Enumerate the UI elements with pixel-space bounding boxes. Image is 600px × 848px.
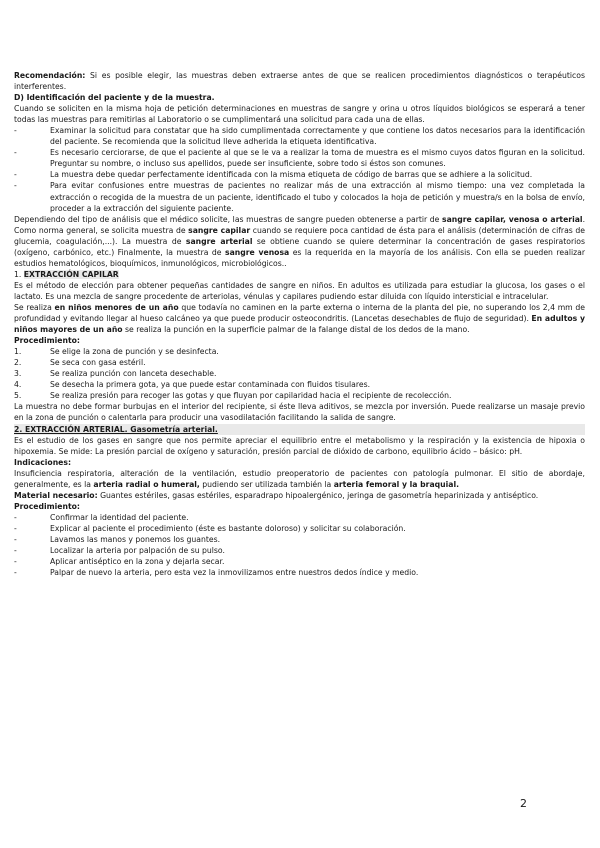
- step-number: 3.: [14, 369, 22, 379]
- section-title: EXTRACCIÓN CAPILAR: [23, 269, 119, 279]
- list-item: [14, 534, 585, 545]
- recommendation-paragraph: [14, 70, 585, 92]
- list-dash: -: [14, 181, 17, 191]
- step-text: Lavamos las manos y ponemos los guantes.: [50, 534, 221, 544]
- page-content: [14, 70, 585, 578]
- text-run: Se realiza: [14, 302, 55, 312]
- step-text: Se seca con gasa estéril.: [50, 358, 146, 368]
- step-number: 5.: [14, 391, 22, 401]
- step-text: Palpar de nuevo la arteria, pero esta vez la inmovilizamos entre nuestros dedos índice y medio.: [50, 568, 419, 578]
- list-item: [14, 512, 585, 523]
- list-item: [14, 545, 585, 556]
- list-dash: -: [14, 523, 17, 533]
- bold-run: sangre capilar, venosa o arterial: [442, 214, 583, 224]
- list-dash: -: [14, 546, 17, 556]
- list-item: [14, 357, 585, 368]
- indications-label: Indicaciones:: [14, 457, 72, 467]
- step-text: Se realiza presión para recoger las gotas y que fluyan por capilaridad hacia el recipiente de recolección.: [50, 391, 452, 401]
- indications-paragraph: [14, 468, 585, 490]
- bold-run: sangre capilar: [188, 225, 251, 235]
- materials-paragraph: [14, 490, 585, 501]
- text-run: que todavía no caminen en la parte externa o interna de la planta del pie, no superando los 2,4 mm de profundidad y evitando llegar al hueso calcáneo ya que puede producir osteocondritis. (Lancetas desechables de flujo de seguridad).: [14, 302, 586, 324]
- text-run: se obtiene cuando se quiere determinar la concentración de gases respiratorios (oxígeno, carbónico, etc.) Finalmente, la muestra de: [14, 236, 585, 257]
- arterial-heading: 2. EXTRACCIÓN ARTERIAL. Gasometría arterial.: [14, 424, 585, 435]
- list-dash: -: [14, 126, 17, 136]
- list-item: [14, 379, 585, 390]
- text-run: es la requerida en la mayoría de los análisis. Con ella se pueden realizar estudios hematológicos, bioquímicos, inmunológicos, microbiológicos..: [14, 247, 585, 268]
- arterial-intro: Es el estudio de los gases en sangre que nos permite apreciar el equilibrio entre el metabolismo y la respiración y la existencia de hipoxia o hipoxemia. Se mide: La presión parcial de oxígeno y saturación, presión parcial de dióxido de carbono, equilibrio ácido – básico: pH.: [14, 435, 585, 456]
- materials-label: Material necesario:: [14, 490, 98, 500]
- text-run: Guantes estériles, gasas estériles, esparadrapo hipoalergénico, jeringa de gasometría heparinizada y antiséptico.: [97, 490, 539, 500]
- list-item-text: Para evitar confusiones entre muestras de pacientes no realizar más de una extracción al mismo tiempo: una vez completada la extracción o recogida de la muestra de un paciente, identificado el tubo y colocados la hoja de petición y muestra/s en la bolsa de envío, proceder a la extracción del siguiente paciente.: [50, 181, 585, 213]
- list-item: [14, 147, 585, 169]
- step-number: 4.: [14, 380, 22, 390]
- step-text: Se realiza punción con lanceta desechable.: [50, 369, 217, 379]
- text-run: Dependiendo del tipo de análisis que el médico solicite, las muestras de sangre pueden obtenerse a partir de: [14, 214, 442, 224]
- text-run: pudiendo ser utilizada también la: [199, 479, 334, 489]
- capillary-site-paragraph: [14, 302, 585, 335]
- list-item: [14, 567, 585, 578]
- recommendation-label: Recomendación:: [14, 71, 86, 80]
- list-item-text: La muestra debe quedar perfectamente identificada con la misma etiqueta de código de barras que se adhiere a la solicitud.: [50, 170, 533, 180]
- bold-run: arteria femoral y la braquial.: [333, 479, 460, 489]
- list-item-text: Examinar la solicitud para constatar que ha sido cumplimentada correctamente y que contiene los datos necesarios para la identificación del paciente. Se recomienda que la solicitud lleve adherida la etiqueta identificativa.: [50, 126, 585, 147]
- step-text: Aplicar antiséptico en la zona y dejarla secar.: [50, 557, 225, 567]
- text-run: cuando se requiere poca cantidad de ésta para el análisis (determinación de cifras de glucemia, coagulación,...). La muestra de: [14, 225, 585, 246]
- list-item: [14, 523, 585, 534]
- text-run: se realiza la punción en la superficie palmar de la falange distal de los dedos de la mano.: [122, 325, 470, 335]
- capillary-intro: Es el método de elección para obtener pequeñas cantidades de sangre en niños. En adultos es utilizada para estudiar la glucosa, los gases o el lactato. Es una mezcla de sangre procedente de arteriolas, vénulas y capilares pudiendo estar diluida con líquido intersticial e intracelular.: [14, 280, 585, 301]
- capillary-heading: [14, 269, 585, 280]
- list-item-text: Es necesario cerciorarse, de que el paciente al que se le va a realizar la toma de muestra es el mismo cuyos datos figuran en la solicitud. Preguntar su nombre, o incluso sus apellidos, puede ser insuficiente, sobre todo si éstos son comunes.: [50, 148, 585, 169]
- arterial-procedure-label: Procedimiento:: [14, 501, 80, 511]
- bold-run: sangre venosa: [225, 247, 290, 257]
- step-text: Localizar la arteria por palpación de su pulso.: [50, 546, 225, 556]
- list-item: [14, 556, 585, 567]
- list-item: [14, 346, 585, 357]
- list-dash: -: [14, 512, 17, 522]
- list-item: [14, 169, 585, 180]
- bold-run: sangre arterial: [185, 236, 253, 246]
- list-dash: -: [14, 534, 17, 544]
- step-text: Se desecha la primera gota, ya que puede estar contaminada con fluidos tisulares.: [50, 380, 371, 390]
- section-number: 1.: [14, 269, 24, 279]
- step-text: Confirmar la identidad del paciente.: [50, 512, 189, 522]
- capillary-procedure-label: Procedimiento:: [14, 336, 80, 346]
- capillary-note: La muestra no debe formar burbujas en el interior del recipiente, si éste lleva aditivos, se mezcla por inversión. Puede realizarse un masaje previo en la zona de punción o calentarla para producir una vasodilatación facilitando la salida de sangre.: [14, 402, 585, 423]
- step-text: Explicar al paciente el procedimiento (éste es bastante doloroso) y solicitar su colaboración.: [50, 523, 406, 533]
- list-dash: -: [14, 557, 17, 567]
- section-d-heading: D) Identificación del paciente y de la muestra.: [14, 93, 215, 103]
- list-dash: -: [14, 148, 17, 158]
- blood-types-paragraph: [14, 214, 585, 269]
- text-run: . Como norma general, se solicita muestra de: [14, 214, 586, 235]
- step-number: 2.: [14, 358, 22, 368]
- list-item: [14, 125, 585, 147]
- list-item: [14, 368, 585, 379]
- step-number: 1.: [14, 347, 22, 357]
- bold-run: arteria radial o humeral,: [93, 479, 200, 489]
- recommendation-text: Si es posible elegir, las muestras deben extraerse antes de que se realicen procedimientos diagnósticos o terapéuticos interferentes.: [14, 71, 585, 92]
- section-d-intro: Cuando se soliciten en la misma hoja de petición determinaciones en muestras de sangre y orina u otros líquidos biológicos se esperará a tener todas las muestras para remitirlas al Laboratorio o se cumplimentará una solicitud para cada una de ellas.: [14, 104, 585, 125]
- list-item: [14, 390, 585, 401]
- bold-run: en niños menores de un año: [54, 302, 179, 312]
- list-dash: -: [14, 568, 17, 578]
- text-run: Insuficiencia respiratoria, alteración de la ventilación, estudio preoperatorio de pacientes con patología pulmonar. El sitio de abordaje, generalmente, es la: [14, 468, 585, 489]
- list-item: [14, 180, 585, 213]
- page-number: 2: [520, 797, 527, 810]
- list-dash: -: [14, 170, 17, 180]
- step-text: Se elige la zona de punción y se desinfecta.: [50, 347, 219, 357]
- bold-run: En adultos y niños mayores de un año: [14, 314, 585, 335]
